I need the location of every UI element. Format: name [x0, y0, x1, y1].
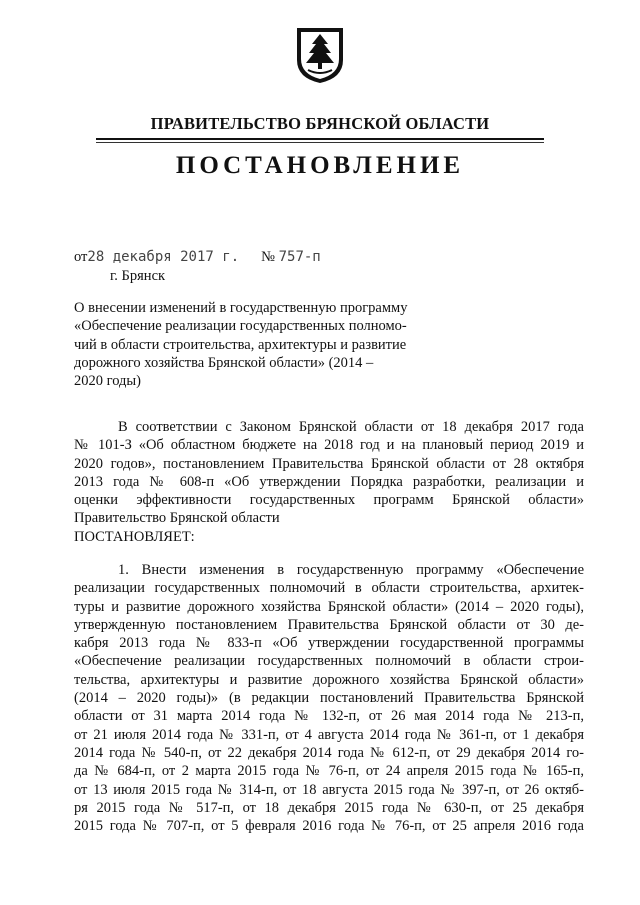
preamble-line: 2020 годов», постановлением Правительства Брянской области от 28 октября [74, 455, 584, 472]
item-1-line: кабря 2013 года № 833-п «Об утверждении государственной программы [74, 635, 584, 652]
item-1-line: туры и развитие дорожного хозяйства Брянской области» (2014 – 2020 годы), [74, 598, 584, 615]
item-1-line: (2014 – 2020 годы)» (в редакции постановлений Правительства Брянской [74, 690, 584, 707]
item-1-line: тельства, архитектуры и развитие дорожного хозяйства Брянской области» [74, 671, 584, 688]
item-1-line: области от 31 марта 2014 года № 132-п, от 26 мая 2014 года № 213-п, [74, 708, 584, 725]
item-1-line: реализации государственных полномочий в области строительства, архитек- [74, 580, 584, 597]
subject-line: дорожного хозяйства Брянской области» (2014 – [74, 354, 374, 371]
subject-line: «Обеспечение реализации государственных полномо- [74, 318, 407, 335]
preamble-line: 2013 года № 608-п «Об утверждении Порядка разработки, реализации и [74, 473, 584, 490]
document-type-title: ПОСТАНОВЛЕНИЕ [175, 152, 465, 179]
subject-line: чий в области строительства, архитектуры и развитие [74, 336, 407, 353]
document-date: 28 декабря 2017 г. [87, 249, 240, 265]
item-1-line: от 13 июля 2015 года № 314-п, от 18 августа 2015 года № 397-п, от 26 октяб- [74, 781, 584, 798]
resolves-keyword: ПОСТАНОВЛЯЕТ: [74, 528, 195, 545]
item-1-line: «Обеспечение реализации государственных полномочий в области строи- [74, 653, 584, 670]
item-1-line: утвержденную постановлением Правительства Брянской области от 30 де- [74, 616, 584, 633]
subject-block [74, 299, 432, 390]
subject-line: О внесении изменений в государственную программу [74, 300, 408, 316]
number-prefix: № [261, 249, 275, 265]
preamble-line: В соответствии с Законом Брянской области от 18 декабря 2017 года [118, 419, 584, 435]
city: г. Брянск [110, 268, 166, 284]
date-prefix: от [74, 249, 88, 265]
item-1-line: от 21 июля 2014 года № 331-п, от 4 августа 2014 года № 361-п, от 1 декабря [74, 726, 584, 743]
item-1-line: 2015 года № 707-п, от 5 февраля 2016 года № 76-п, от 25 апреля 2016 года [74, 818, 584, 835]
preamble-line: оценки эффективности государственных программ Брянской области» [74, 492, 584, 509]
preamble-line: Правительство Брянской области [74, 510, 280, 527]
preamble-line: № 101-З «Об областном бюджете на 2018 год и на плановый период 2019 и [74, 437, 584, 454]
item-1-line: ря 2015 года № 517-п, от 18 декабря 2015 года № 630-п, от 25 декабря [74, 799, 584, 816]
item-1-paragraph [74, 561, 584, 835]
subject-line: 2020 годы) [74, 373, 141, 390]
header-rule-thick [96, 138, 544, 140]
document-number: 757-п [278, 249, 321, 265]
item-1-line: да № 684-п, от 2 марта 2015 года № 76-п, от 24 апреля 2015 года № 165-п, [74, 763, 584, 780]
preamble-paragraph [74, 418, 584, 546]
coat-of-arms-icon [294, 26, 346, 84]
organization-title: ПРАВИТЕЛЬСТВО БРЯНСКОЙ ОБЛАСТИ [150, 114, 490, 133]
header-rule-thin [96, 142, 544, 143]
item-1-line: 2014 года № 540-п, от 22 декабря 2014 года № 612-п, от 29 декабря 2014 го- [74, 744, 584, 761]
item-1-line: 1. Внести изменения в государственную программу «Обеспечение [118, 562, 584, 578]
date-number-line [74, 249, 321, 266]
